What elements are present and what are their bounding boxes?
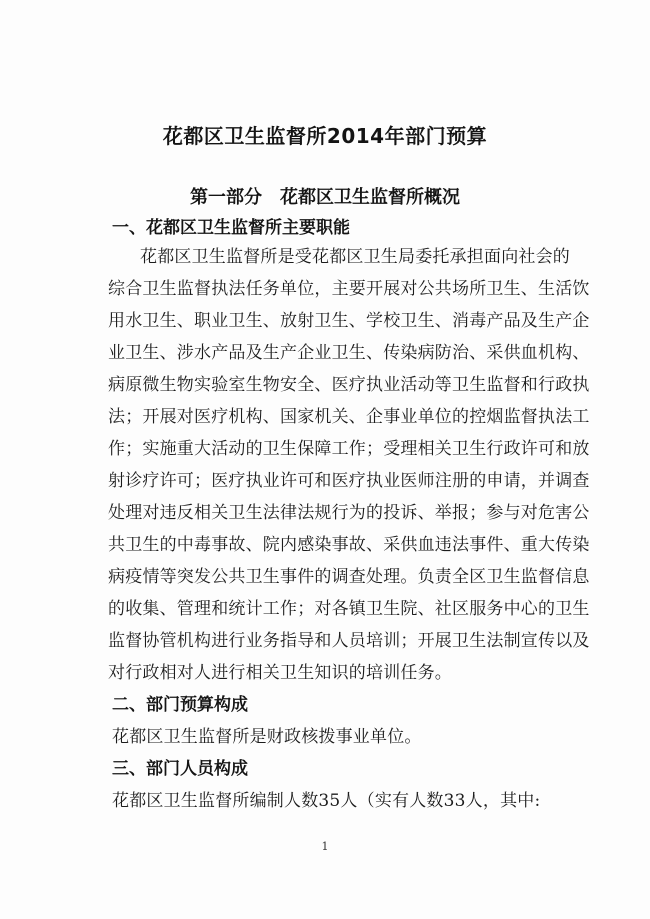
section-heading-budget: 二、部门预算构成 [112, 695, 248, 715]
paragraph-line: 的收集、管理和统计工作；对各镇卫生院、社区服务中心的卫生 [108, 599, 590, 619]
paragraph-line: 花都区卫生监督所是财政核拨事业单位。 [112, 727, 422, 747]
part-name: 花都区卫生监督所概况 [280, 187, 460, 208]
paragraph-line: 共卫生的中毒事故、院内感染事故、采供血违法事件、重大传染 [108, 535, 590, 555]
paragraph-line: 花都区卫生监督所编制人数35人（实有人数33人，其中: [112, 791, 541, 811]
paragraph-line: 病疫情等突发公共卫生事件的调查处理。负责全区卫生监督信息 [108, 567, 590, 587]
section-heading-staff: 三、部门人员构成 [112, 759, 248, 779]
paragraph-line: 作；实施重大活动的卫生保障工作；受理相关卫生行政许可和放 [108, 439, 590, 459]
paragraph-line: 监督协管机构进行业务指导和人员培训；开展卫生法制宣传以及 [108, 631, 590, 651]
document-title: 花都区卫生监督所2014年部门预算 [162, 124, 488, 148]
part-label: 第一部分 [190, 187, 262, 208]
paragraph-line: 对行政相对人进行相关卫生知识的培训任务。 [108, 663, 452, 683]
paragraph-line: 射诊疗许可；医疗执业许可和医疗执业医师注册的申请，并调查 [108, 471, 590, 491]
paragraph-line: 法；开展对医疗机构、国家机关、企事业单位的控烟监督执法工 [108, 407, 590, 427]
paragraph-line: 病原微生物实验室生物安全、医疗执业活动等卫生监督和行政执 [108, 375, 590, 395]
page-number: 1 [321, 840, 329, 853]
section-heading-duties: 一、花都区卫生监督所主要职能 [112, 218, 350, 238]
part-title [0, 183, 650, 209]
paragraph-line: 用水卫生、职业卫生、放射卫生、学校卫生、消毒产品及生产企 [108, 311, 590, 331]
paragraph-line: 处理对违反相关卫生法律法规行为的投诉、举报；参与对危害公 [108, 503, 590, 523]
paragraph-line: 业卫生、涉水产品及生产企业卫生、传染病防治、采供血机构、 [108, 343, 590, 363]
paragraph-line: 综合卫生监督执法任务单位，主要开展对公共场所卫生、生活饮 [108, 279, 590, 299]
paragraph-line: 花都区卫生监督所是受花都区卫生局委托承担面向社会的 [140, 247, 570, 267]
